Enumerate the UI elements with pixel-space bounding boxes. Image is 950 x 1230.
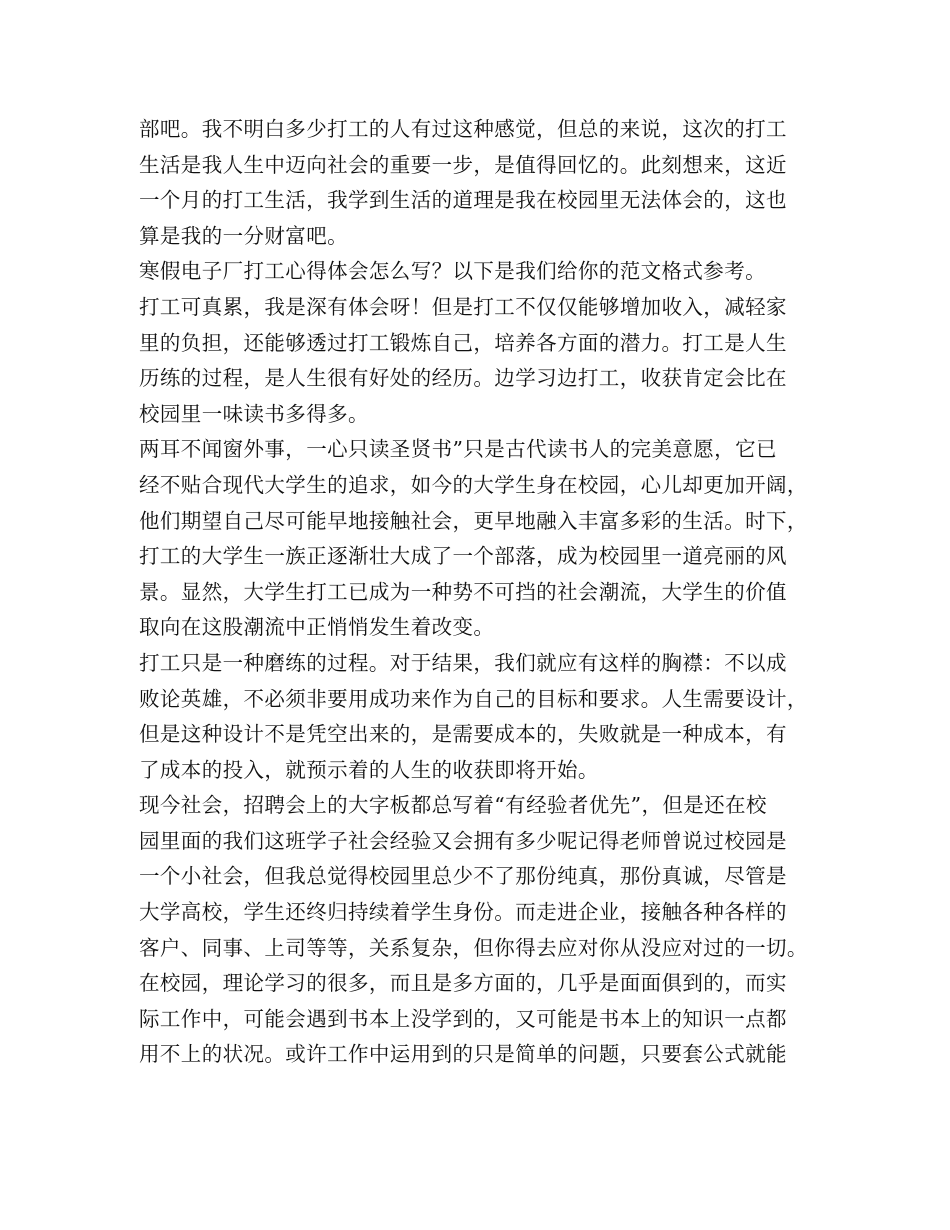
text-line: 客户、同事、上司等等，关系复杂，但你得去应对你从没应对过的一切。 xyxy=(139,935,808,960)
text-line: 校园里一味读书多得多。 xyxy=(139,401,369,426)
text-line: 用不上的状况。或许工作中运用到的只是简单的问题，只要套公式就能 xyxy=(139,1042,787,1067)
text-line: 在校园，理论学习的很多，而且是多方面的，几乎是面面俱到的，而实 xyxy=(139,971,787,996)
text-line: 里的负担，还能够透过打工锻炼自己，培养各方面的潜力。打工是人生 xyxy=(139,330,787,355)
text-line: 寒假电子厂打工心得体会怎么写？以下是我们给你的范文格式参考。 xyxy=(139,259,766,284)
text-line: 大学高校，学生还终归持续着学生身份。而走进企业，接触各种各样的 xyxy=(139,900,787,925)
text-line: 但是这种设计不是凭空出来的，是需要成本的，失败就是一种成本，有 xyxy=(139,722,787,747)
text-line: 园里面的我们这班学子社会经验又会拥有多少呢记得老师曾说过校园是 xyxy=(139,828,787,853)
text-line: 两耳不闻窗外事，一心只读圣贤书”只是古代读书人的完美意愿，它已 xyxy=(139,437,777,462)
text-line: 他们期望自己尽可能早地接触社会，更早地融入丰富多彩的生活。时下， xyxy=(139,508,808,533)
text-line: 历练的过程，是人生很有好处的经历。边学习边打工，收获肯定会比在 xyxy=(139,366,787,391)
text-line: 景。显然，大学生打工已成为一种势不可挡的社会潮流，大学生的价值 xyxy=(139,579,787,604)
text-line: 打工可真累，我是深有体会呀！但是打工不仅仅能够增加收入，减轻家 xyxy=(139,294,787,319)
text-line: 一个小社会，但我总觉得校园里总少不了那份纯真，那份真诚，尽管是 xyxy=(139,864,787,889)
text-line: 经不贴合现代大学生的追求，如今的大学生身在校园，心儿却更加开阔， xyxy=(139,472,808,497)
text-line: 现今社会，招聘会上的大字板都总写着“有经验者优先”，但是还在校 xyxy=(139,793,767,818)
text-line: 际工作中，可能会遇到书本上没学到的，又可能是书本上的知识一点都 xyxy=(139,1006,787,1031)
text-line: 部吧。我不明白多少打工的人有过这种感觉，但总的来说，这次的打工 xyxy=(139,117,787,141)
text-line: 一个月的打工生活，我学到生活的道理是我在校园里无法体会的，这也 xyxy=(139,188,787,213)
text-line: 了成本的投入，就预示着的人生的收获即将开始。 xyxy=(139,757,599,782)
text-line: 打工只是一种磨练的过程。对于结果，我们就应有这样的胸襟：不以成 xyxy=(139,650,787,675)
text-line: 打工的大学生一族正逐渐壮大成了一个部落，成为校园里一道亮丽的风 xyxy=(139,544,787,569)
text-line: 生活是我人生中迈向社会的重要一步，是值得回忆的。此刻想来，这近 xyxy=(139,152,787,177)
text-line: 算是我的一分财富吧。 xyxy=(139,223,348,248)
text-line: 败论英雄，不必须非要用成功来作为自己的目标和要求。人生需要设计， xyxy=(139,686,808,711)
text-line: 取向在这股潮流中正悄悄发生着改变。 xyxy=(139,615,495,640)
body-text xyxy=(139,112,811,1073)
